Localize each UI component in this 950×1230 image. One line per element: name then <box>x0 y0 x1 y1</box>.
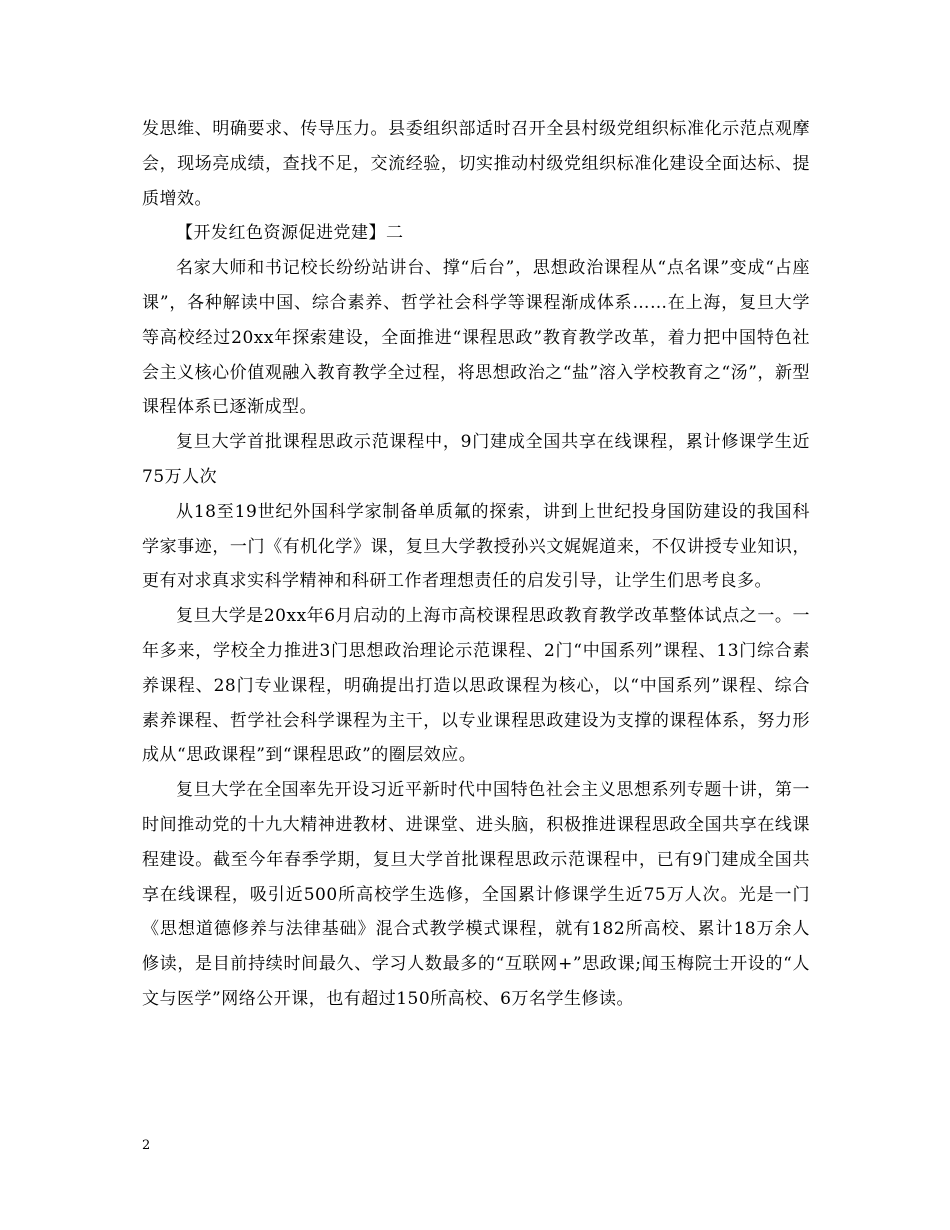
paragraph-3: 名家大师和书记校长纷纷站讲台、撑“后台”，思想政治课程从“点名课”变成“占座课”，各种解读中国、综合素养、哲学社会科学等课程渐成体系……在上海，复旦大学等高校经过20xx年探索建设，全面推进“课程思政”教育教学改革，着力把中国特色社会主义核心价值观融入教育教学全过程，将思想政治之“盐”溶入学校教育之“汤”，新型课程体系已逐渐成型。 <box>142 258 810 418</box>
paragraph-7: 复旦大学在全国率先开设习近平新时代中国特色社会主义思想系列专题十讲，第一时间推动党的十九大精神进教材、进课堂、进头脑，积极推进课程思政全国共享在线课程建设。截至今年春季学期，复旦大学首批课程思政示范课程中，已有9门建成全国共享在线课程，吸引近500所高校学生选修，全国累计修课学生近75万人次。光是一门《思想道德修养与法律基础》混合式教学模式课程，就有182所高校、累计18万余人修读，是目前持续时间最久、学习人数最多的“互联网+”思政课;闻玉梅院士开设的“人文与医学”网络公开课，也有超过150所高校、6万名学生修读。 <box>142 780 810 1009</box>
paragraph-5: 从18至19世纪外国科学家制备单质氟的探索，讲到上世纪投身国防建设的我国科学家事迹，一门《有机化学》课，复旦大学教授孙兴文娓娓道来，不仅讲授专业知识，更有对求真求实科学精神和科研工作者理想责任的启发引导，让学生们思考良多。 <box>142 501 810 592</box>
paragraph-4: 复旦大学首批课程思政示范课程中，9门建成全国共享在线课程，累计修课学生近75万人次 <box>142 432 810 487</box>
paragraph-1: 发思维、明确要求、传导压力。县委组织部适时召开全县村级党组织标准化示范点观摩会，现场亮成绩，查找不足，交流经验，切实推动村级党组织标准化建设全面达标、提质增效。 <box>142 119 810 209</box>
document-body <box>142 112 810 1017</box>
section-heading: 【开发红色资源促进党建】二 <box>176 223 404 244</box>
paragraph-6: 复旦大学是20xx年6月启动的上海市高校课程思政教育教学改革整体试点之一。一年多来，学校全力推进3门思想政治理论示范课程、2门“中国系列”课程、13门综合素养课程、28门专业课程，明确提出打造以思政课程为核心，以“中国系列”课程、综合素养课程、哲学社会科学课程为主干，以专业课程思政建设为支撑的课程体系，努力形成从“思政课程”到“课程思政”的圈层效应。 <box>142 606 810 766</box>
page-number: 2 <box>142 1138 151 1153</box>
